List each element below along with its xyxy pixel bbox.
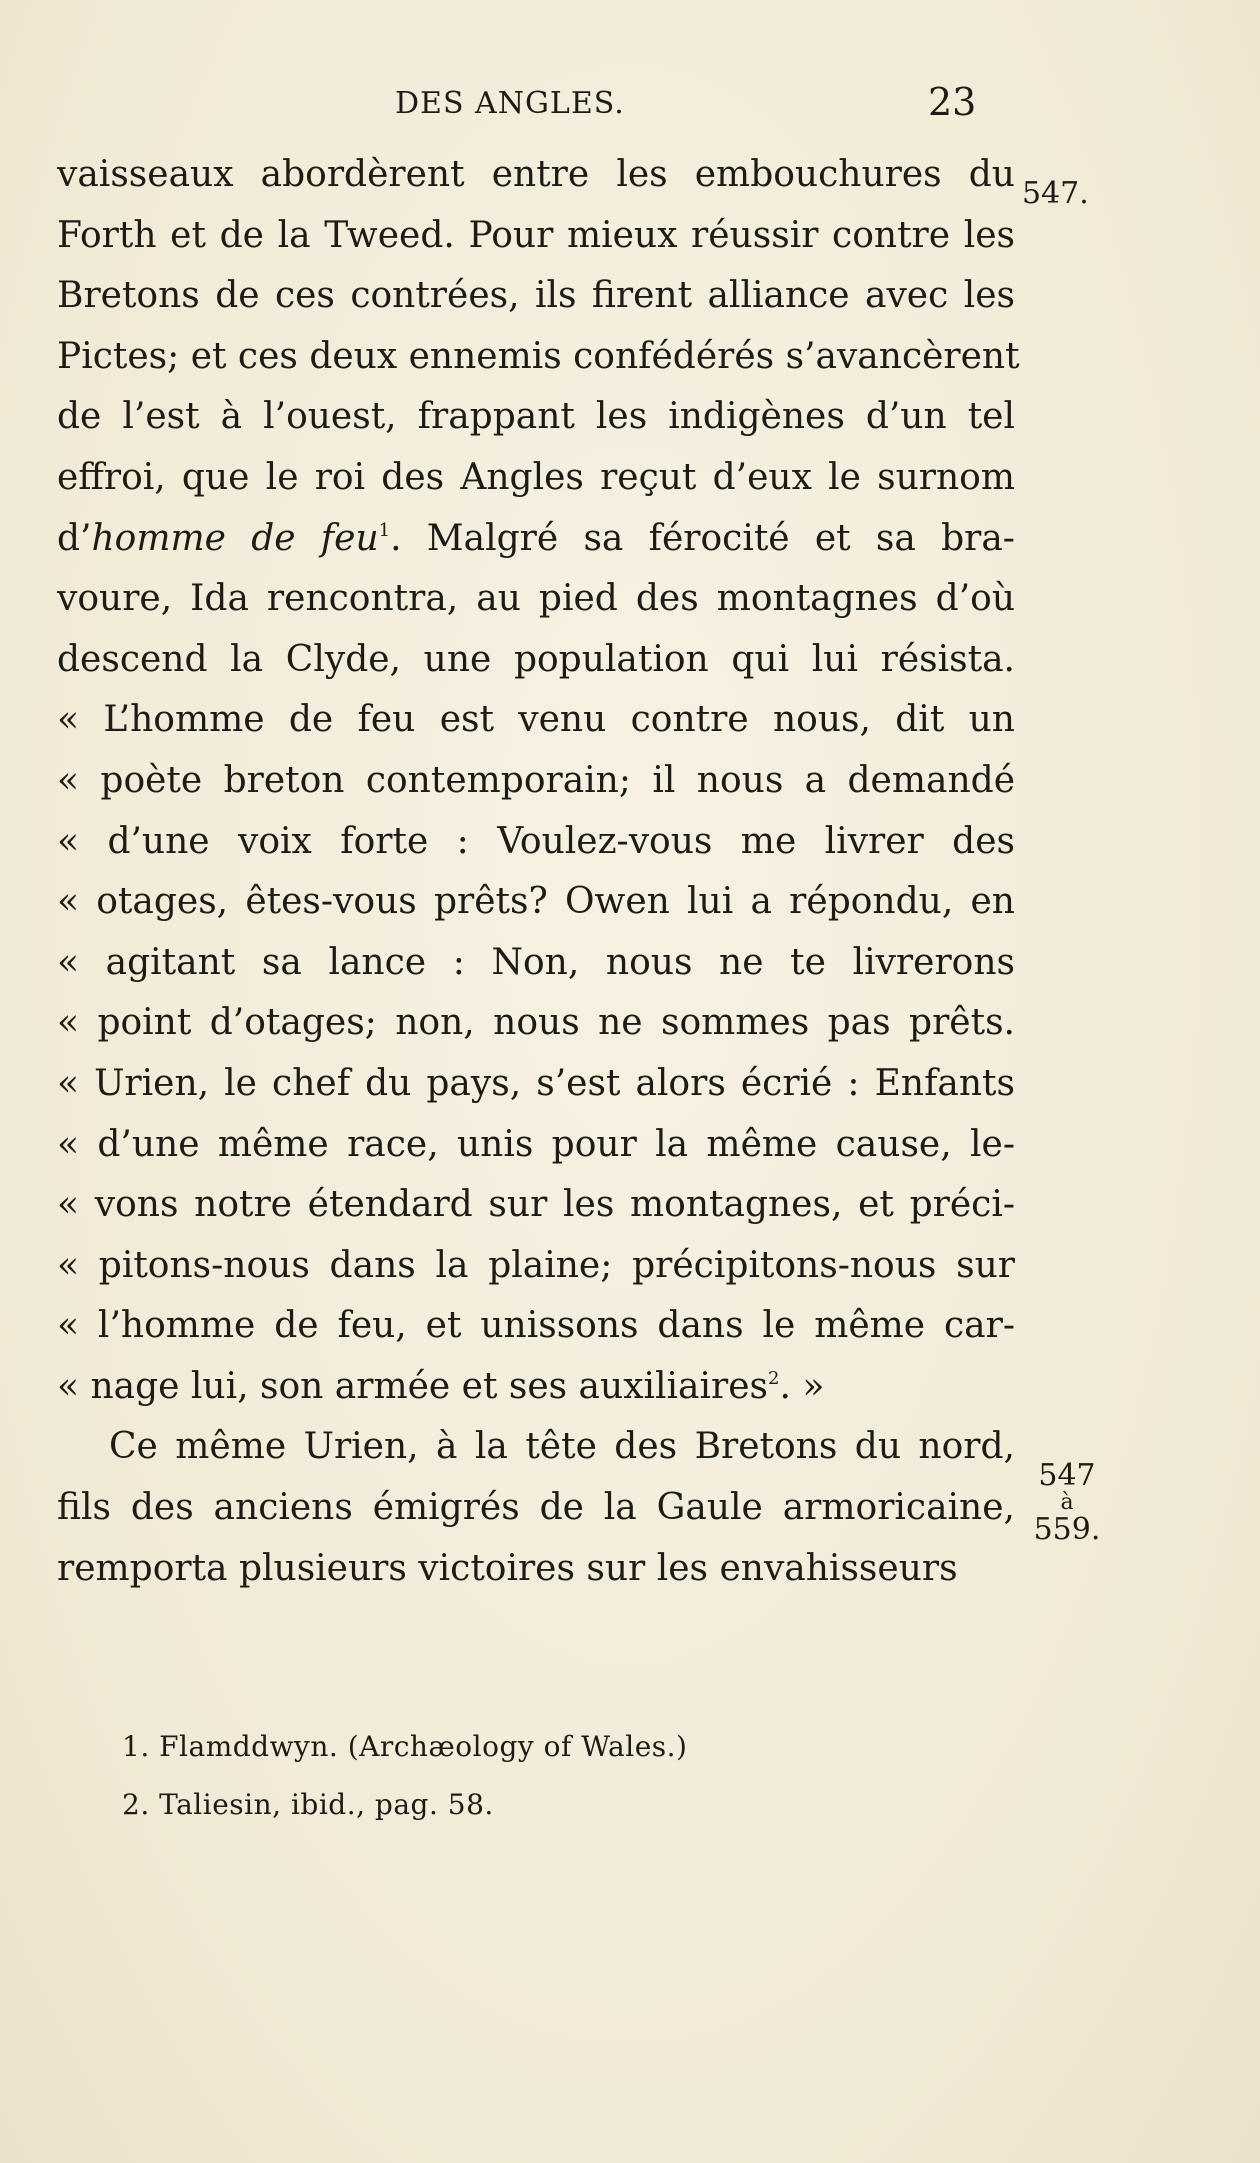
footnotes bbox=[122, 1718, 942, 1834]
text-line: fils des anciens émigrés de la Gaule armoricaine, bbox=[57, 1487, 1015, 1529]
line-suffix: . Malgré sa férocité et sa bra- bbox=[390, 517, 1015, 559]
text-line: « otages, êtes-vous prêts? Owen lui a répondu, en bbox=[57, 881, 1015, 923]
text-line: « Urien, le chef du pays, s’est alors écrié : Enfants bbox=[57, 1062, 1015, 1104]
footnote-ref-2: 2 bbox=[768, 1367, 780, 1389]
text-line: de l’est à l’ouest, frappant les indigènes d’un tel bbox=[57, 396, 1015, 438]
italic-phrase: homme de feu bbox=[91, 517, 379, 559]
margin-date-to: 559. bbox=[1033, 1511, 1101, 1547]
text-line: remporta plusieurs victoires sur les envahisseurs bbox=[57, 1547, 958, 1589]
text-line: Bretons de ces contrées, ils firent alliance avec les bbox=[57, 275, 1015, 317]
page-header bbox=[0, 80, 1260, 140]
body-text bbox=[57, 145, 1020, 1599]
text-line: Forth et de la Tweed. Pour mieux réussir contre les bbox=[57, 214, 1015, 256]
margin-date-range bbox=[1027, 1460, 1107, 1545]
margin-date-547: 547. bbox=[1022, 176, 1089, 211]
text-line: Ce même Urien, à la tête des Bretons du nord, bbox=[109, 1426, 1015, 1468]
text-line: « point d’otages; non, nous ne sommes pas prêts. bbox=[57, 1002, 1015, 1044]
text-line: « l’homme de feu, et unissons dans le même car- bbox=[57, 1305, 1015, 1347]
text-line: voure, Ida rencontra, au pied des montagnes d’où bbox=[57, 578, 1015, 620]
margin-date-from: 547 bbox=[1038, 1458, 1096, 1493]
text-line: « L’homme de feu est venu contre nous, dit un bbox=[57, 699, 1015, 741]
line-suffix: . » bbox=[779, 1365, 825, 1407]
text-line: « pitons-nous dans la plaine; précipitons-nous sur bbox=[57, 1244, 1015, 1286]
text-line: descend la Clyde, une population qui lui résista. bbox=[57, 638, 1015, 680]
text-line: « d’une voix forte : Voulez-vous me livrer des bbox=[57, 820, 1015, 862]
margin-date-separator: à bbox=[1060, 1489, 1074, 1515]
text-line-with-italic bbox=[57, 509, 1015, 570]
footnote-ref-1: 1 bbox=[378, 519, 391, 541]
page-number: 23 bbox=[928, 80, 977, 124]
line-prefix: d’ bbox=[57, 517, 92, 559]
footnote-2: 2. Taliesin, ibid., pag. 58. bbox=[122, 1788, 494, 1821]
text-line: « agitant sa lance : Non, nous ne te livrerons bbox=[57, 941, 1015, 983]
running-head: DES ANGLES. bbox=[395, 86, 625, 121]
text-line: Pictes; et ces deux ennemis confédérés s’avancèrent bbox=[57, 335, 1020, 377]
line-text: « nage lui, son armée et ses auxiliaires bbox=[57, 1365, 769, 1407]
text-line: « d’une même race, unis pour la même cause, le- bbox=[57, 1123, 1015, 1165]
text-line: vaisseaux abordèrent entre les embouchures du bbox=[57, 154, 1015, 195]
text-line: « poète breton contemporain; il nous a demandé bbox=[57, 759, 1015, 801]
text-line: « vons notre étendard sur les montagnes, et préci- bbox=[57, 1184, 1015, 1226]
text-line: effroi, que le roi des Angles reçut d’eux le surnom bbox=[57, 456, 1015, 498]
text-line-with-note bbox=[57, 1357, 1015, 1418]
footnote-1: 1. Flamddwyn. (Archæology of Wales.) bbox=[122, 1730, 688, 1763]
